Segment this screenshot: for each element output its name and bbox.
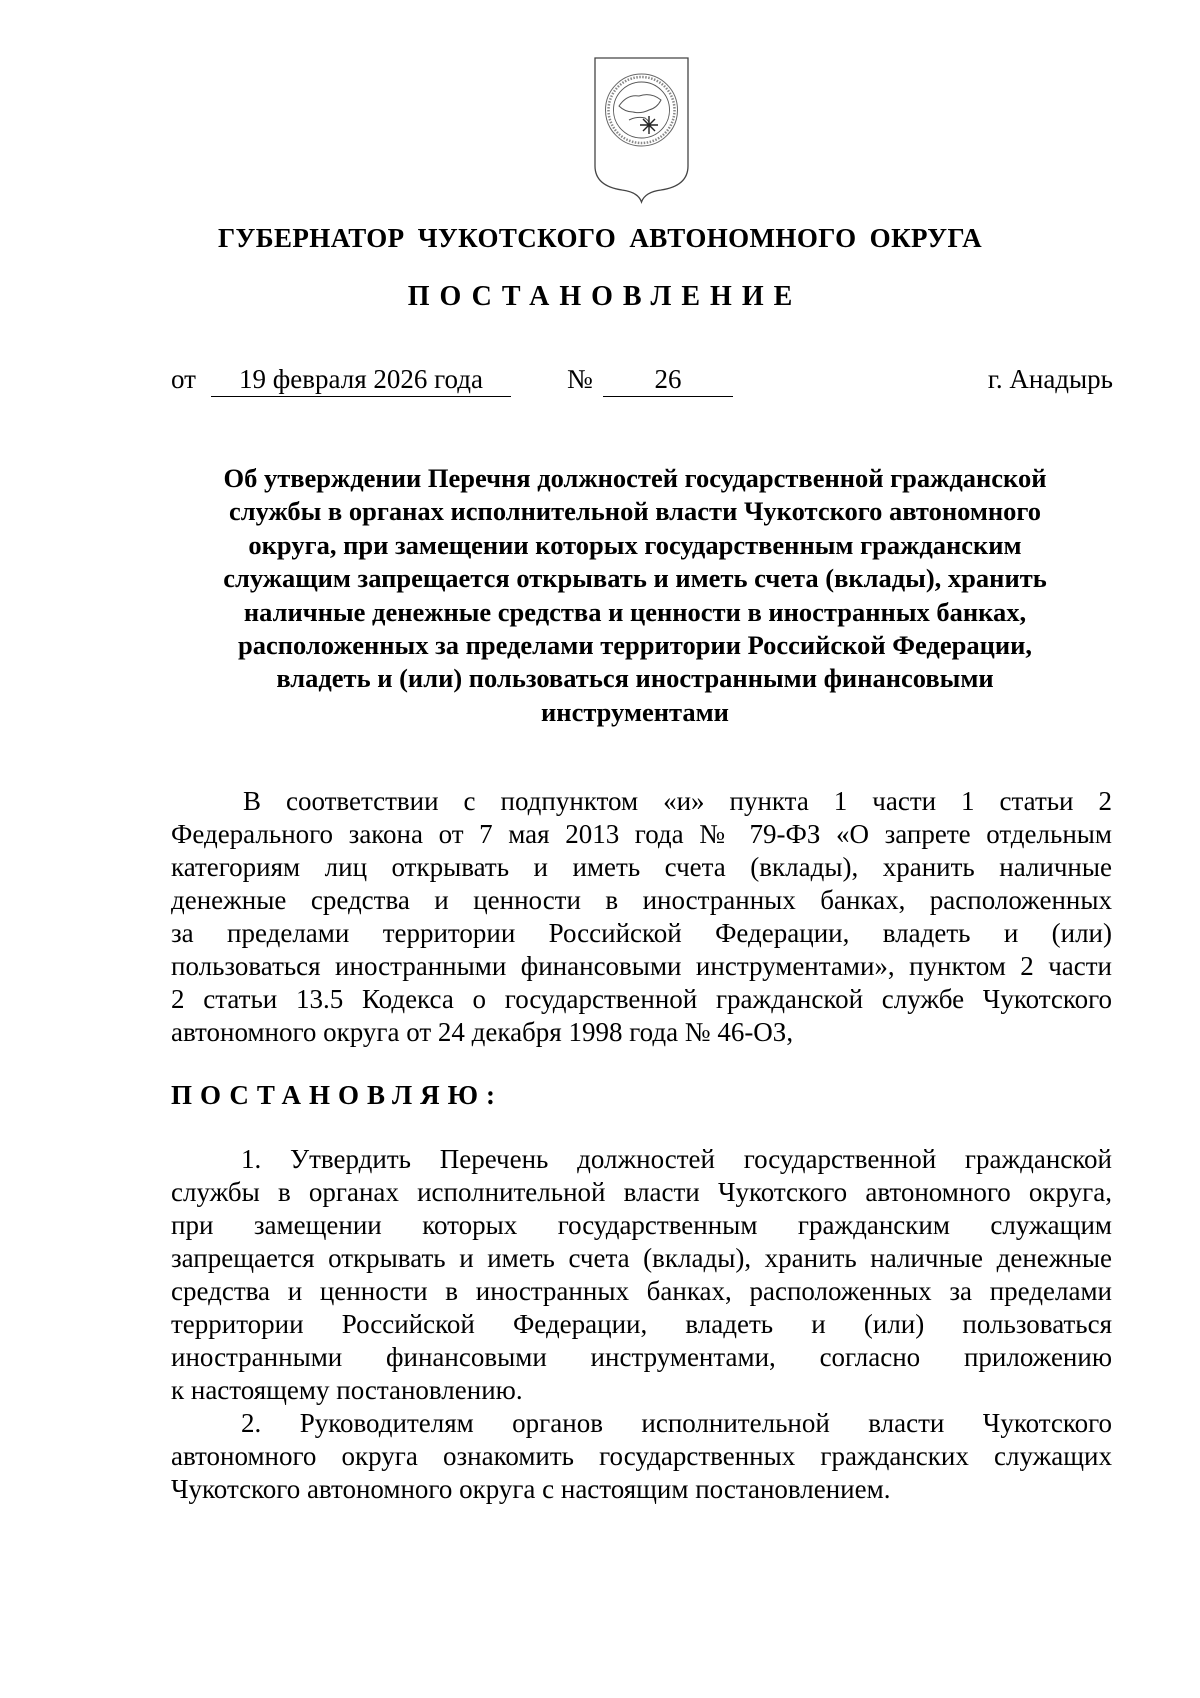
title-line: расположенных за пределами территории Российской Федерации, xyxy=(237,630,1033,661)
item-2-line: автономного округа ознакомить государственных гражданских служащих xyxy=(171,1441,1112,1471)
item-1-line: 1. Утвердить Перечень должностей государственной гражданской xyxy=(241,1144,1112,1174)
document-meta-row xyxy=(0,362,1200,398)
title-line: службы в органах исполнительной власти Чукотского автономного xyxy=(228,496,1042,527)
title-line: владеть и (или) пользоваться иностранными финансовыми xyxy=(276,663,994,694)
preamble-line: категориям лиц открывать и иметь счета (вклады), хранить наличные xyxy=(171,852,1112,882)
preamble-line: денежные средства и ценности в иностранных банках, расположенных xyxy=(171,885,1112,915)
coat-of-arms-icon xyxy=(589,54,694,204)
preamble-line: Федерального закона от 7 мая 2013 года № 79-ФЗ «О запрете отдельным xyxy=(171,819,1112,849)
organization-heading: ГУБЕРНАТОР ЧУКОТСКОГО АВТОНОМНОГО ОКРУГА xyxy=(217,223,983,253)
preamble-line: 2 статьи 13.5 Кодекса о государственной гражданской службе Чукотского xyxy=(171,984,1112,1014)
preamble-line: пользоваться иностранными финансовыми инструментами», пунктом 2 части xyxy=(171,951,1112,981)
item-1-line: запрещается открывать и иметь счета (вклады), хранить наличные денежные xyxy=(171,1243,1112,1273)
document-title xyxy=(185,462,1085,729)
document-city: г. Анадырь xyxy=(987,364,1113,394)
item-1-line: службы в органах исполнительной власти Чукотского автономного округа, xyxy=(171,1177,1112,1207)
item-2-line: Чукотского автономного округа с настоящим постановлением. xyxy=(171,1474,891,1504)
item-1-line: средства и ценности в иностранных банках, расположенных за пределами xyxy=(171,1276,1112,1306)
item-1-line: к настоящему постановлению. xyxy=(171,1375,523,1405)
title-line: инструментами xyxy=(541,696,729,727)
title-line: Об утверждении Перечня должностей государственной гражданской xyxy=(223,463,1047,493)
preamble-line: за пределами территории Российской Федерации, владеть и (или) xyxy=(171,918,1112,948)
item-1-line: при замещении которых государственным гражданским служащим xyxy=(171,1210,1112,1240)
document-type-heading: ПОСТАНОВЛЕНИЕ xyxy=(407,281,803,312)
decree-heading: ПОСТАНОВЛЯЮ: xyxy=(171,1080,503,1110)
decree-items xyxy=(171,1143,1112,1506)
number-label: № xyxy=(567,364,593,394)
item-1-line: территории Российской Федерации, владеть и (или) пользоваться xyxy=(171,1309,1112,1339)
item-2-line: 2. Руководителям органов исполнительной власти Чукотского xyxy=(241,1408,1112,1438)
preamble-paragraph xyxy=(171,785,1112,1049)
item-1-line: иностранными финансовыми инструментами, согласно приложению xyxy=(171,1342,1112,1372)
document-date: 19 февраля 2026 года xyxy=(211,362,511,397)
title-line: округа, при замещении которых государственным гражданским xyxy=(248,529,1022,560)
date-label: от xyxy=(171,364,196,394)
document-number: 26 xyxy=(603,362,733,397)
title-line: служащим запрещается открывать и иметь счета (вклады), хранить xyxy=(223,563,1047,594)
title-line: наличные денежные средства и ценности в иностранных банках, xyxy=(243,596,1027,627)
preamble-line: автономного округа от 24 декабря 1998 года № 46-ОЗ, xyxy=(171,1017,794,1047)
preamble-line: В соответствии с подпунктом «и» пункта 1 части 1 статьи 2 xyxy=(243,786,1112,816)
